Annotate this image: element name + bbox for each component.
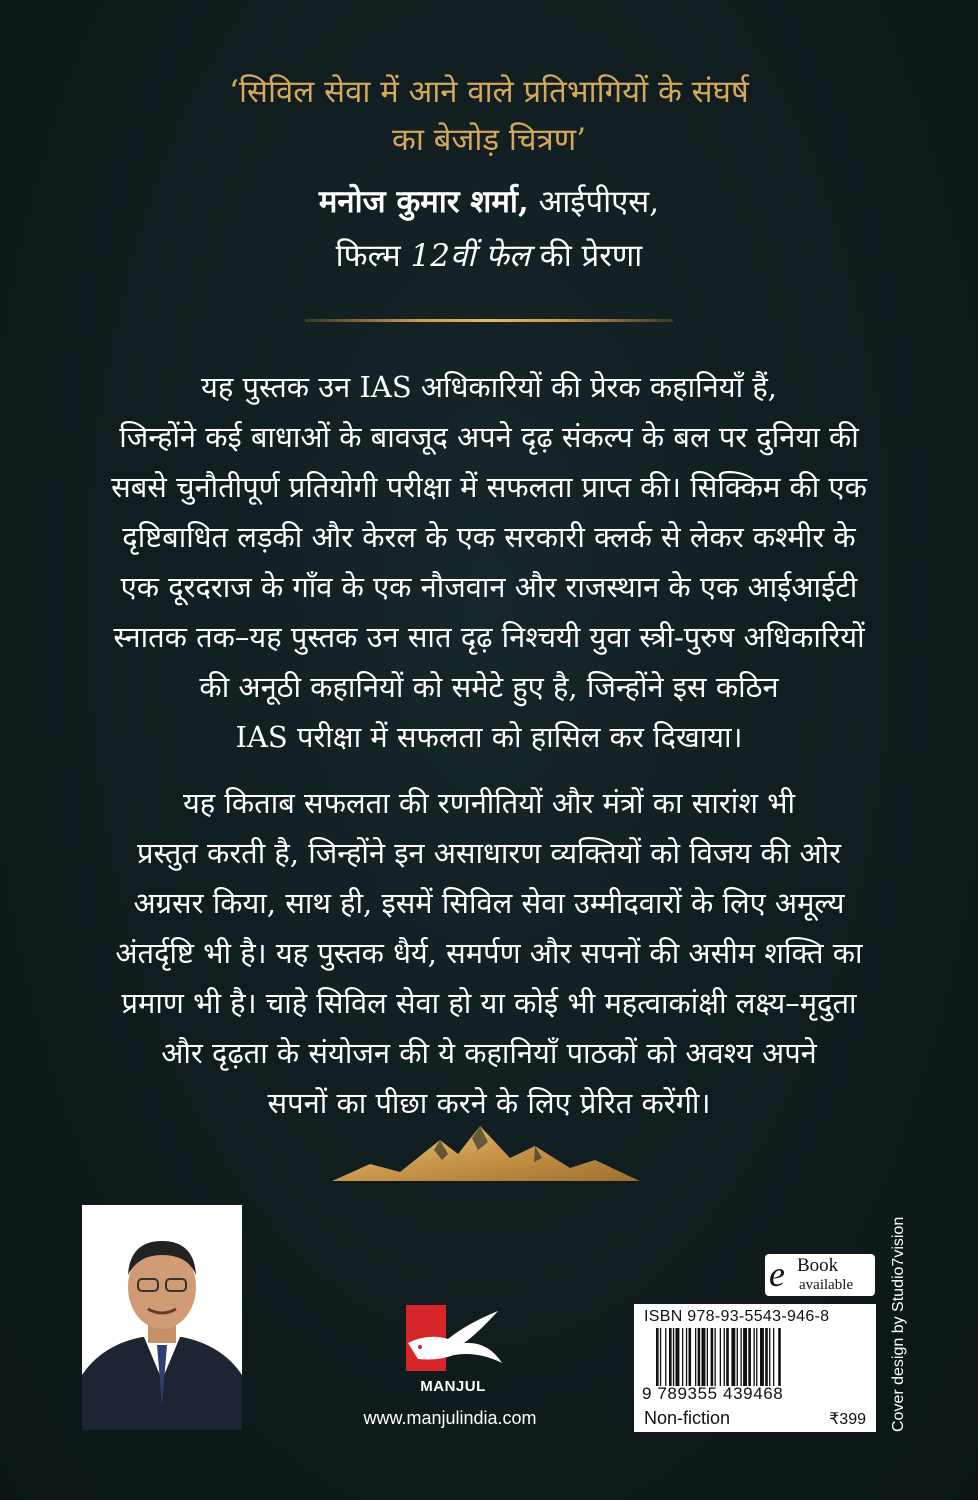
quote-inspiration (60, 236, 918, 276)
gold-divider (305, 319, 673, 322)
film-title: 12वीं फेल (410, 238, 531, 274)
publisher-website: www.manjulindia.com (363, 1408, 537, 1428)
manjul-logo-icon (398, 1303, 508, 1375)
credit-text: Cover design by Studio7vision (890, 1216, 907, 1432)
ebook-available: available (799, 1277, 854, 1293)
isbn-number: ISBN 978-93-5543-946-8 (644, 1308, 830, 1325)
blurb-line: सबसे चुनौतीपूर्ण प्रतियोगी परीक्षा में सफलता प्राप्त की। सिक्किम की एक (111, 470, 867, 504)
quote-inspiration-pre: फिल्म (335, 238, 411, 274)
author-portrait-icon (82, 1205, 242, 1430)
blurb-line: अंतर्दृष्टि भी है। यह पुस्तक धैर्य, समर्पण और सपनों की असीम शक्ति का (115, 936, 863, 970)
quote-line-2: का बेजोड़ चित्रण’ (392, 122, 586, 158)
blurb-line: स्नातक तक–यह पुस्तक उन सात दृढ़ निश्चयी युवा स्त्री-पुरुष अधिकारियों (113, 620, 865, 654)
ebook-e: e (769, 1254, 785, 1294)
blurb-line: सपनों का पीछा करने के लिए प्रेरित करेंगी। (267, 1086, 711, 1120)
barcode-digits: 9 789355 439468 (642, 1384, 784, 1403)
blurb-line: प्रमाण भी है। चाहे सिविल सेवा हो या कोई भी महत्वाकांक्षी लक्ष्य–मृदुता (121, 986, 857, 1020)
blurb-line: एक दूरदराज के गाँव के एक नौजवान और राजस्थान के एक आईआईटी (120, 570, 858, 604)
quote-attribution (60, 182, 918, 222)
quote-author-name: मनोज कुमार शर्मा, (318, 184, 529, 220)
blurb-line: यह पुस्तक उन IAS अधिकारियों की प्रेरक कहानियाँ हैं, (201, 370, 777, 404)
quote-line-1: ‘सिविल सेवा में आने वाले प्रतिभागियों के संघर्ष (229, 74, 749, 110)
price-label: ₹399 (829, 1411, 866, 1428)
author-photo (82, 1205, 242, 1430)
ebook-badge (765, 1254, 875, 1296)
mountain-ornament-icon (330, 1124, 642, 1184)
publisher-name: MANJUL (420, 1378, 486, 1395)
blurb-line: की अनूठी कहानियों को समेटे हुए है, जिन्होंने इस कठिन (199, 670, 779, 704)
genre-label: Non-fiction (644, 1408, 731, 1428)
barcode-icon (656, 1328, 868, 1386)
blurb-line: और दृढ़ता के संयोजन की ये कहानियाँ पाठकों को अवश्य अपने (161, 1036, 817, 1070)
ebook-book: Book (797, 1255, 839, 1276)
quote-inspiration-post: की प्रेरणा (530, 238, 643, 274)
blurb-line: दृष्टिबाधित लड़की और केरल के एक सरकारी क्लर्क से लेकर कश्मीर के (122, 520, 856, 554)
blurb-line: IAS परीक्षा में सफलता को हासिल कर दिखाया। (235, 720, 743, 754)
cover-design-credit (890, 1162, 914, 1432)
blurb-line: यह किताब सफलता की रणनीतियों और मंत्रों का सारांश भी (182, 786, 796, 820)
blurb-line: अग्रसर किया, साथ ही, इसमें सिविल सेवा उम्मीदवारों के लिए अमूल्य (133, 886, 845, 920)
blurb-paragraph-1 (40, 362, 938, 762)
barcode-panel (634, 1304, 876, 1432)
blurb-line: जिन्होंने कई बाधाओं के बावजूद अपने दृढ़ संकल्प के बल पर दुनिया की (119, 420, 859, 454)
blurb-paragraph-2 (40, 778, 938, 1128)
blurb-line: प्रस्तुत करती है, जिन्होंने इन असाधारण व्यक्तियों को विजय की ओर (136, 836, 842, 870)
quote-author-title: आईपीएस, (528, 184, 660, 220)
